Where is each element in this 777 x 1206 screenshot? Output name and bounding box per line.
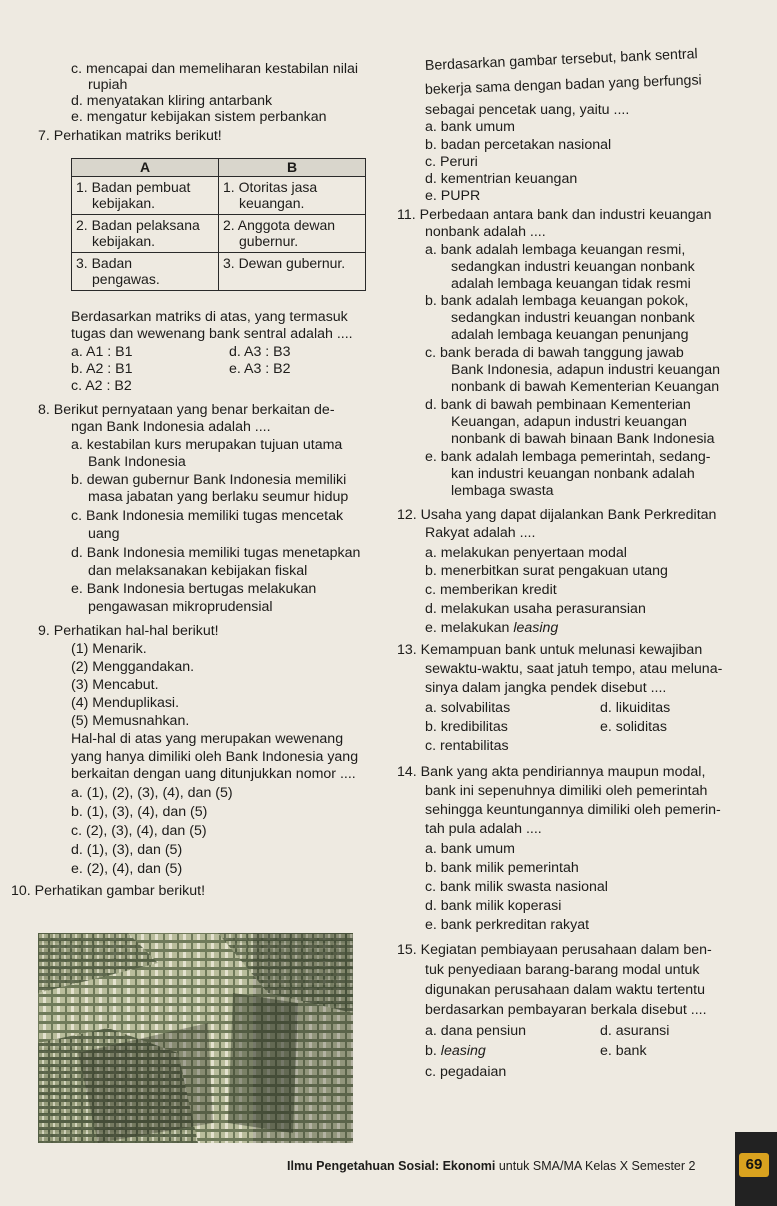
q15-line: berdasarkan pembayaran berkala disebut .... xyxy=(425,1002,707,1018)
matrix-header-a: A xyxy=(72,159,219,177)
q9-line: yang hanya dimiliki oleh Bank Indonesia yang xyxy=(71,749,359,765)
q8-line: dan melaksanakan kebijakan fiskal xyxy=(88,563,308,579)
q10-option-c: c. Peruri xyxy=(425,154,478,170)
q11-line: sedangkan industri keuangan nonbank xyxy=(451,259,695,275)
q12-option: a. melakukan penyertaan modal xyxy=(425,545,627,561)
q8-line: Bank Indonesia xyxy=(88,454,186,470)
q11-line: Keuangan, adapun industri keuangan xyxy=(451,414,687,430)
q9-option: e. (2), (4), dan (5) xyxy=(71,861,183,877)
q8-line: 8. Berikut pernyataan yang benar berkaitan de- xyxy=(38,402,335,418)
q6-option-c-cont: rupiah xyxy=(88,77,128,93)
q11-line: b. bank adalah lembaga keuangan pokok, xyxy=(425,293,689,309)
q9-line: (2) Menggandakan. xyxy=(71,659,195,675)
q11-line: kan industri keuangan nonbank adalah xyxy=(451,466,695,482)
matrix-cell-b3: 3. Dewan gubernur. xyxy=(219,253,366,291)
q14-option: d. bank milik koperasi xyxy=(425,898,562,914)
q9-line: 9. Perhatikan hal-hal berikut! xyxy=(38,623,219,639)
q11-line: adalah lembaga keuangan penunjang xyxy=(451,327,689,343)
q14-line: 14. Bank yang akta pendiriannya maupun modal, xyxy=(397,764,706,780)
q8-line: a. kestabilan kurs merupakan tujuan utama xyxy=(71,437,343,453)
q8-line: d. Bank Indonesia memiliki tugas menetapkan xyxy=(71,545,361,561)
q8-line: ngan Bank Indonesia adalah .... xyxy=(71,419,271,435)
q14-option: e. bank perkreditan rakyat xyxy=(425,917,590,933)
q11-line: c. bank berada di bawah tanggung jawab xyxy=(425,345,684,361)
q10-cont: Berdasarkan gambar tersebut, bank sentral xyxy=(424,46,698,74)
q9-line: (4) Menduplikasi. xyxy=(71,695,180,711)
q12-option: c. memberikan kredit xyxy=(425,582,557,598)
q13-option: c. rentabilitas xyxy=(425,738,509,754)
q10-stem: 10. Perhatikan gambar berikut! xyxy=(11,883,206,899)
matrix-header-b: B xyxy=(219,159,366,177)
q15-option-a: a. dana pensiun xyxy=(425,1023,526,1039)
q15-option-e: e. bank xyxy=(600,1043,647,1059)
q9-option: c. (2), (3), (4), dan (5) xyxy=(71,823,207,839)
q15-option-d: d. asuransi xyxy=(600,1023,670,1039)
q10-cont: sebagai pencetak uang, yaitu .... xyxy=(425,102,630,118)
q14-option: c. bank milik swasta nasional xyxy=(425,879,608,895)
matrix-row xyxy=(72,215,366,253)
q7-option-b: b. A2 : B1 xyxy=(71,361,133,377)
q12-line: Rakyat adalah .... xyxy=(425,525,536,541)
q11-line: d. bank di bawah pembinaan Kementerian xyxy=(425,397,691,413)
q9-line: (5) Memusnahkan. xyxy=(71,713,190,729)
q8-line: c. Bank Indonesia memiliki tugas mencetak xyxy=(71,508,344,524)
q11-line: 11. Perbedaan antara bank dan industri keuangan xyxy=(397,207,712,223)
q10-option-a: a. bank umum xyxy=(425,119,515,135)
q15-line: digunakan perusahaan dalam waktu tertentu xyxy=(425,982,706,998)
q11-line: e. bank adalah lembaga pemerintah, sedang- xyxy=(425,449,711,465)
q13-line: 13. Kemampuan bank untuk melunasi kewajiban xyxy=(397,642,703,658)
q10-cont: bekerja sama dengan badan yang berfungsi xyxy=(424,72,702,98)
q10-option-d: d. kementrian keuangan xyxy=(425,171,578,187)
q7-option-d: d. A3 : B3 xyxy=(229,344,291,360)
q8-line: masa jabatan yang berlaku seumur hidup xyxy=(88,489,349,505)
q15-line: 15. Kegiatan pembiayaan perusahaan dalam ben- xyxy=(397,942,712,958)
q9-line: berkaitan dengan uang ditunjukkan nomor .... xyxy=(71,766,356,782)
q12-option: d. melakukan usaha perasuransian xyxy=(425,601,646,617)
q14-line: tah pula adalah .... xyxy=(425,821,542,837)
q13-line: sinya dalam jangka pendek disebut .... xyxy=(425,680,667,696)
page-footer: Ilmu Pengetahuan Sosial: Ekonomi untuk SMA/MA Kelas X Semester 2 xyxy=(287,1159,696,1173)
q11-line: sedangkan industri keuangan nonbank xyxy=(451,310,695,326)
q11-line: a. bank adalah lembaga keuangan resmi, xyxy=(425,242,686,258)
q8-line: b. dewan gubernur Bank Indonesia memiliki xyxy=(71,472,347,488)
q13-option: b. kredibilitas xyxy=(425,719,508,735)
q7-after-2: tugas dan wewenang bank sentral adalah .... xyxy=(71,326,353,342)
matrix-row xyxy=(72,177,366,215)
page-number: 69 xyxy=(739,1153,769,1177)
q13-option: d. likuiditas xyxy=(600,700,671,716)
q14-option: b. bank milik pemerintah xyxy=(425,860,579,876)
q7-option-a: a. A1 : B1 xyxy=(71,344,133,360)
matrix-cell-a3: 3. Badan pengawas. xyxy=(72,253,219,291)
q8-line: e. Bank Indonesia bertugas melakukan xyxy=(71,581,317,597)
q9-line: Hal-hal di atas yang merupakan wewenang xyxy=(71,731,344,747)
q9-option: b. (1), (3), (4), dan (5) xyxy=(71,804,208,820)
matrix-cell-b2: 2. Anggota dewan gubernur. xyxy=(219,215,366,253)
q10-option-e: e. PUPR xyxy=(425,188,481,204)
q12-option: e. melakukan leasing xyxy=(425,620,559,636)
q15-line: tuk penyediaan barang-barang modal untuk xyxy=(425,962,700,978)
q9-option: d. (1), (3), dan (5) xyxy=(71,842,183,858)
q6-option-d: d. menyatakan kliring antarbank xyxy=(71,93,273,109)
q11-line: Bank Indonesia, adapun industri keuangan xyxy=(451,362,720,378)
q9-option: a. (1), (2), (3), (4), dan (5) xyxy=(71,785,233,801)
q12-line: 12. Usaha yang dapat dijalankan Bank Perkreditan xyxy=(397,507,717,523)
q7-after-1: Berdasarkan matriks di atas, yang termasuk xyxy=(71,309,348,325)
q7-option-c: c. A2 : B2 xyxy=(71,378,132,394)
q7-stem: 7. Perhatikan matriks berikut! xyxy=(38,128,222,144)
q8-line: pengawasan mikroprudensial xyxy=(88,599,273,615)
q12-option: b. menerbitkan surat pengakuan utang xyxy=(425,563,668,579)
q9-line: (1) Menarik. xyxy=(71,641,147,657)
q13-option: e. soliditas xyxy=(600,719,668,735)
q7-option-e: e. A3 : B2 xyxy=(229,361,291,377)
q10-option-b: b. badan percetakan nasional xyxy=(425,137,612,153)
q15-option-c: c. pegadaian xyxy=(425,1064,507,1080)
matrix-cell-a1: 1. Badan pembuat kebijakan. xyxy=(72,177,219,215)
q11-line: nonbank di bawah binaan Bank Indonesia xyxy=(451,431,715,447)
q8-line: uang xyxy=(88,526,120,542)
q14-line: bank ini sepenuhnya dimiliki oleh pemerintah xyxy=(425,783,708,799)
matrix-cell-b1: 1. Otoritas jasa keuangan. xyxy=(219,177,366,215)
q11-line: nonbank adalah .... xyxy=(425,224,546,240)
q13-line: sewaktu-waktu, saat jatuh tempo, atau meluna- xyxy=(425,661,723,677)
q6-option-e: e. mengatur kebijakan sistem perbankan xyxy=(71,109,327,125)
q6-option-c: c. mencapai dan memeliharan kestabilan nilai xyxy=(71,61,359,77)
q15-option-b: b. leasing xyxy=(425,1043,486,1059)
q13-option: a. solvabilitas xyxy=(425,700,511,716)
q11-line: adalah lembaga keuangan tidak resmi xyxy=(451,276,691,292)
matrix-cell-a2: 2. Badan pelaksana kebijakan. xyxy=(72,215,219,253)
q11-line: lembaga swasta xyxy=(451,483,554,499)
q14-line: sehingga keuntungannya dimiliki oleh pemerin- xyxy=(425,802,721,818)
q14-option: a. bank umum xyxy=(425,841,515,857)
money-stack-photo xyxy=(38,933,353,1143)
q11-line: nonbank di bawah Kementerian Keuangan xyxy=(451,379,720,395)
q9-line: (3) Mencabut. xyxy=(71,677,159,693)
matrix-row xyxy=(72,253,366,291)
matrix-table xyxy=(71,158,366,291)
